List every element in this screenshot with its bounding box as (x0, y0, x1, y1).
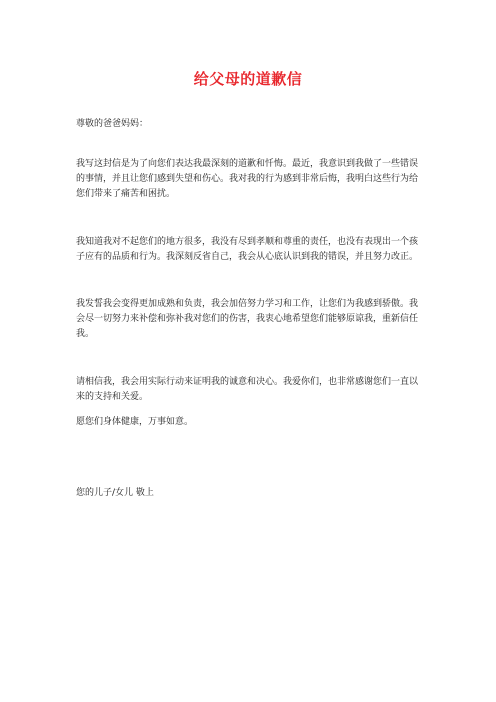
letter-paragraph-3: 我发誓我会变得更加成熟和负责，我会加倍努力学习和工作，让您们为我感到骄傲。我会尽一切努力来补偿和弥补我对您们的伤害，我衷心地希望您们能够原谅我，重新信任我。 (76, 299, 419, 339)
letter-paragraph-1: 我写这封信是为了向您们表达我最深刻的道歉和忏悔。最近，我意识到我做了一些错误的事情，并且让您们感到失望和伤心。我对我的行为感到非常后悔，我明白这些行为给您们带来了痛苦和困扰。 (76, 159, 419, 199)
letter-paragraph-2: 我知道我对不起您们的地方很多，我没有尽到孝顺和尊重的责任，也没有表现出一个孩子应有的品质和行为。我深刻反省自己，我会从心底认识到我的错误，并且努力改正。 (76, 237, 419, 262)
letter-salutation: 尊敬的爸爸妈妈： (76, 119, 149, 129)
page-title: 给父母的道歉信 (193, 70, 303, 88)
letter-paragraph-4: 请相信我，我会用实际行动来证明我的诚意和决心。我爱你们，也非常感谢您们一直以来的支持和关爱。 (76, 377, 419, 402)
letter-closing-wish: 愿您们身体健康，万事如意。 (76, 417, 194, 427)
letter-signature: 您的儿子/女儿 敬上 (76, 488, 154, 498)
